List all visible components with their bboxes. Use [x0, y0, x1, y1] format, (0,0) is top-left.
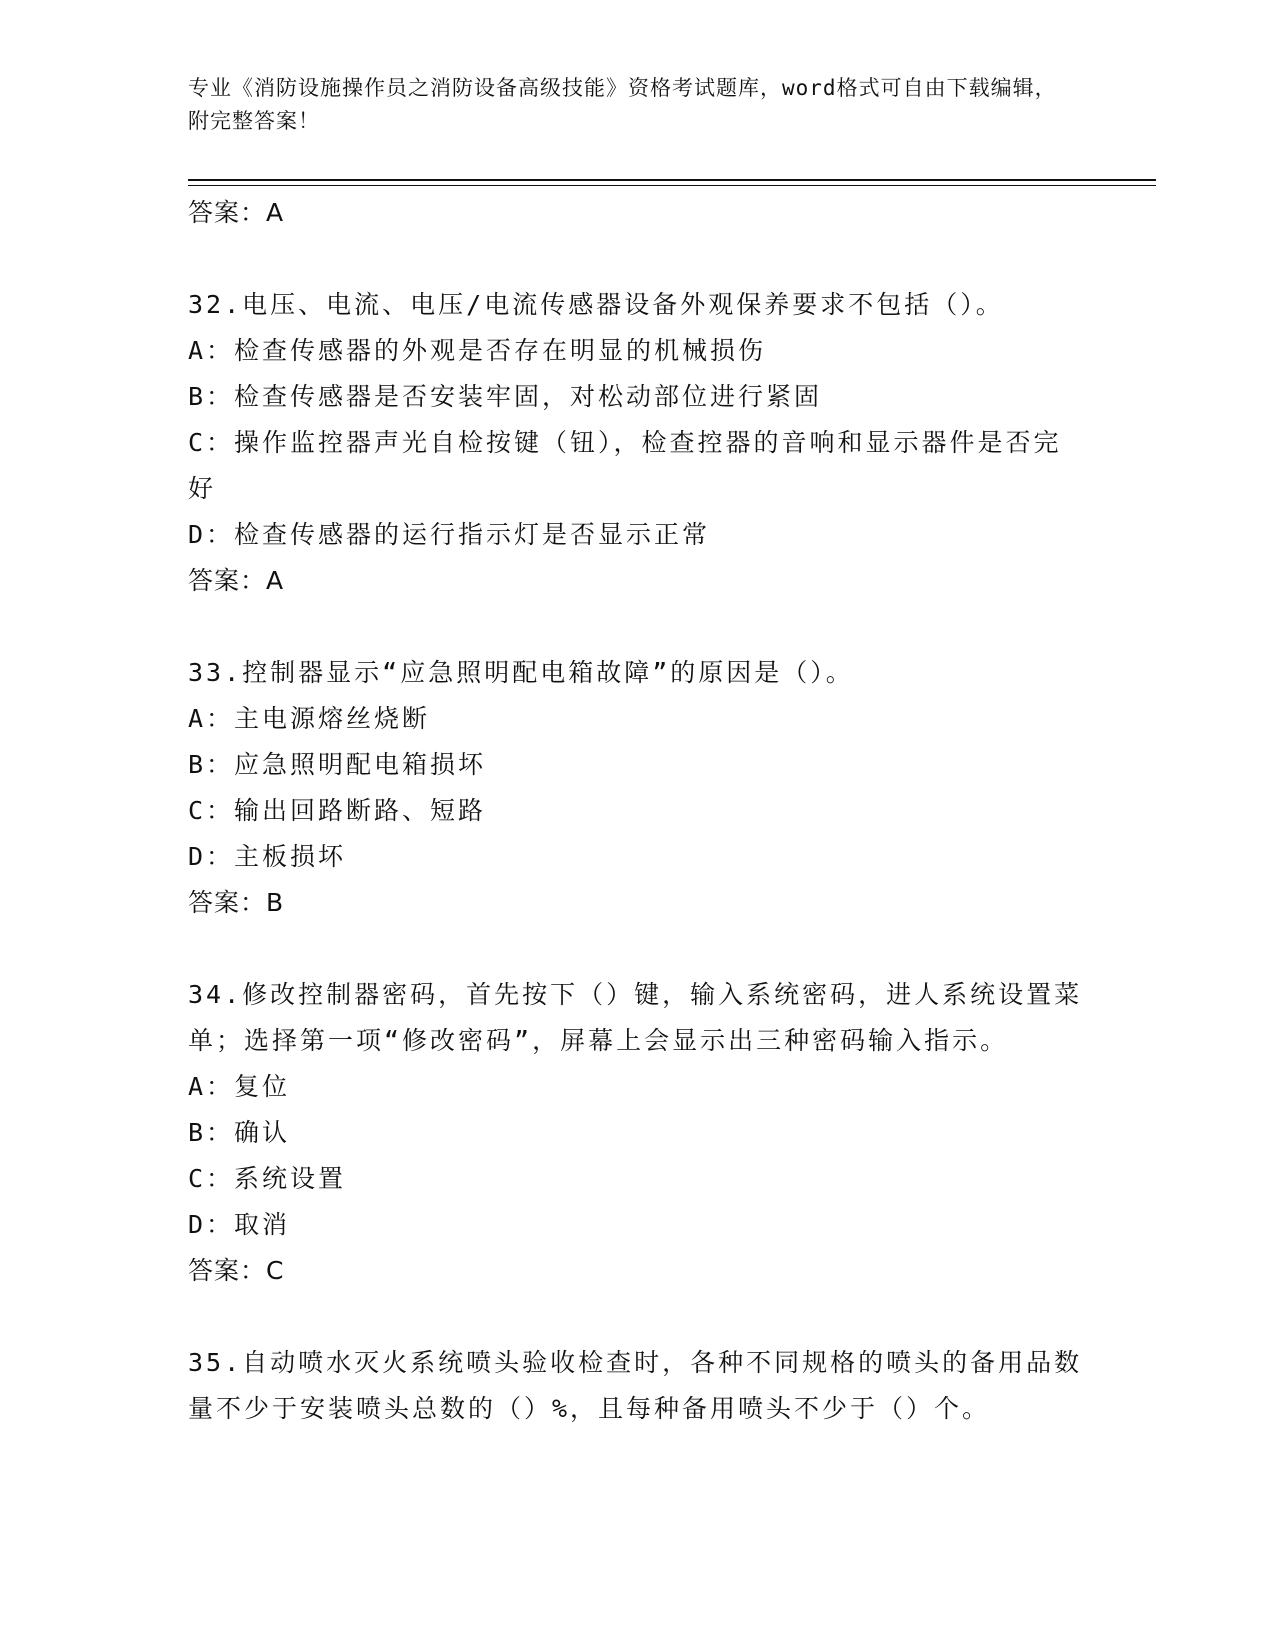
page-header	[188, 72, 1068, 138]
question-stem: 33.控制器显示“应急照明配电箱故障”的原因是（）。	[188, 658, 854, 687]
question-block	[188, 650, 1088, 926]
option-b: B：检查传感器是否安装牢固，对松动部位进行紧固	[188, 382, 823, 411]
question-stem: 34.修改控制器密码，首先按下（）键，输入系统密码，进人系统设置菜单；选择第一项“修改密码”，屏幕上会显示出三种密码输入指示。	[188, 980, 1083, 1055]
option-c: C：系统设置	[188, 1164, 347, 1193]
header-text: 专业《消防设施操作员之消防设备高级技能》资格考试题库，word格式可自由下载编辑，附完整答案！	[188, 76, 1057, 133]
option-a: A：主电源熔丝烧断	[188, 704, 431, 733]
option-d: D：检查传感器的运行指示灯是否显示正常	[188, 520, 711, 549]
question-block	[188, 972, 1088, 1294]
option-b: B：应急照明配电箱损坏	[188, 750, 487, 779]
option-d: D：主板损坏	[188, 842, 347, 871]
question-stem: 32.电压、电流、电压/电流传感器设备外观保养要求不包括（）。	[188, 290, 1004, 319]
answer-line: 答案：A	[188, 198, 285, 227]
option-b: B：确认	[188, 1118, 291, 1147]
option-c: C：输出回路断路、短路	[188, 796, 487, 825]
question-block	[188, 282, 1088, 604]
question-block	[188, 1340, 1088, 1432]
option-c: C：操作监控器声光自检按键（钮），检查控器的音响和显示器件是否完好	[188, 428, 1062, 503]
header-rule-thin	[188, 185, 1156, 186]
header-rule-thick	[188, 179, 1156, 181]
answer-line: 答案：A	[188, 566, 285, 595]
question-list	[188, 190, 1088, 1432]
option-a: A：复位	[188, 1072, 291, 1101]
question-stem: 35.自动喷水灭火系统喷头验收检查时，各种不同规格的喷头的备用品数量不少于安装喷头总数的（）%，且每种备用喷头不少于（）个。	[188, 1348, 1083, 1423]
option-a: A：检查传感器的外观是否存在明显的机械损伤	[188, 336, 767, 365]
option-d: D：取消	[188, 1210, 291, 1239]
answer-line: 答案：B	[188, 888, 285, 917]
answer-line: 答案：C	[188, 1256, 285, 1285]
